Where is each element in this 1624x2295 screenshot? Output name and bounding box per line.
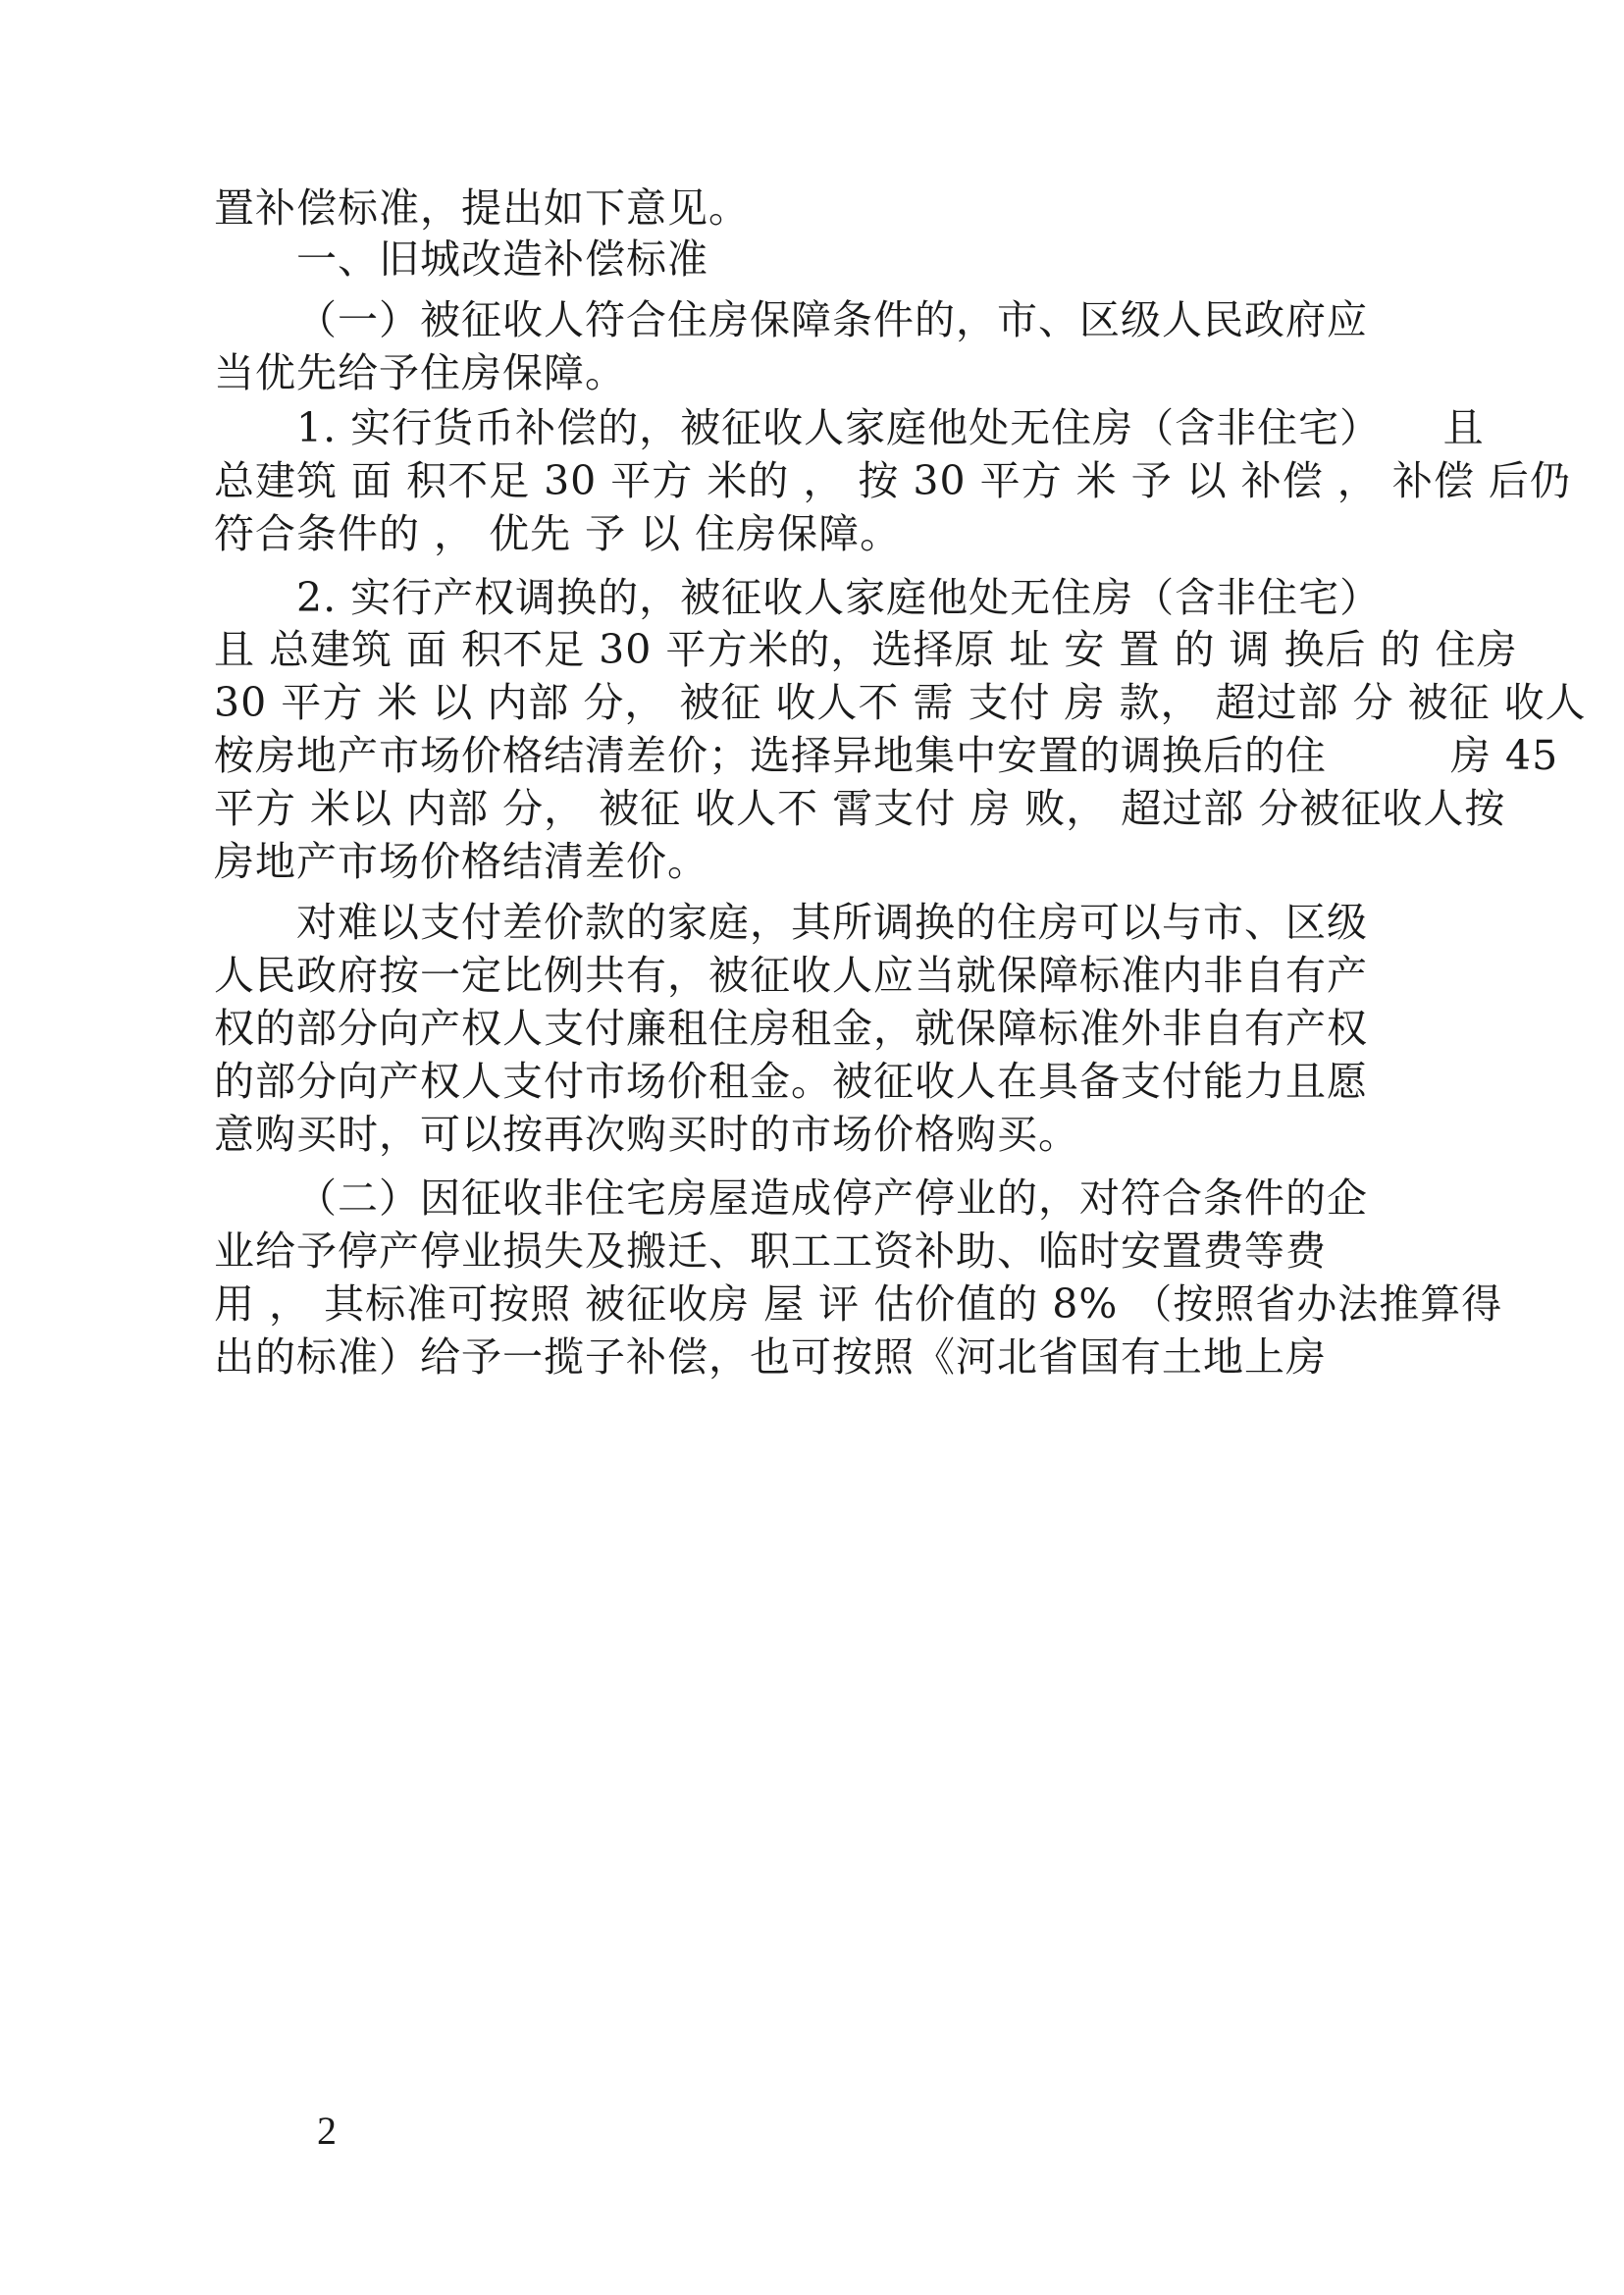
text-line: 人民政府按一定比例共有，被征收人应当就保障标准内非自有产 (214, 952, 1368, 999)
text-line: 房地产市场价格结清差价。 (214, 838, 708, 885)
text-line: 30 平方 米 以 内部 分， 被征 收人不 需 支付 房 款， 超过部 分 被征 收人 (214, 679, 1587, 726)
section-heading: 一、旧城改造补偿标准 (296, 235, 708, 283)
text-line: 总建筑 面 积不足 30 平方 米的 ， 按 30 平方 米 予 以 补偿 ， 补偿 后仍 (214, 457, 1571, 504)
text-line: （一）被征收人符合住房保障条件的，市、区级人民政府应 (296, 296, 1368, 343)
text-line: 当优先给予住房保障。 (214, 349, 626, 396)
text-line: 意购买时，可以按再次购买时的市场价格购买。 (214, 1111, 1079, 1158)
page-number: 2 (317, 2109, 337, 2153)
text-line: （二）因征收非住宅房屋造成停产停业的，对符合条件的企 (296, 1174, 1368, 1222)
text-line: 置补偿标准，提出如下意见。 (214, 184, 750, 232)
text-line: 对难以支付差价款的家庭，其所调换的住房可以与市、区级 (296, 899, 1368, 946)
text-line: 且 总建筑 面 积不足 30 平方米的，选择原 址 安 置 的 调 换后 的 住房 (214, 626, 1518, 673)
text-line: 权的部分向产权人支付廉租住房租金，就保障标准外非自有产权 (214, 1005, 1368, 1052)
text-line: 桉房地产市场价格结清差价；选择异地集中安置的调换后的住 房 45 (214, 732, 1559, 779)
text-line: 符合条件的 ， 优先 予 以 住房保障。 (214, 510, 902, 557)
text-line: 的部分向产权人支付市场价租金。被征收人在具备支付能力且愿 (214, 1058, 1368, 1105)
text-line: 用 ， 其标准可按照 被征收房 屋 评 估价值的 8% （按照省办法推算得 (214, 1280, 1503, 1328)
text-line: 业给予停产停业损失及搬迁、职工工资补助、临时安置费等费 (214, 1227, 1327, 1275)
text-line: 1. 实行货币补偿的，被征收人家庭他处无住房（含非住宅） 且 (296, 404, 1485, 451)
text-line: 出的标准）给予一揽子补偿，也可按照《河北省国有土地上房 (214, 1333, 1327, 1381)
text-line: 平方 米以 内部 分， 被征 收人不 霄支付 房 败， 超过部 分被征收人按 (214, 785, 1506, 832)
text-line: 2. 实行产权调换的，被征收人家庭他处无住房（含非住宅） (296, 574, 1382, 621)
